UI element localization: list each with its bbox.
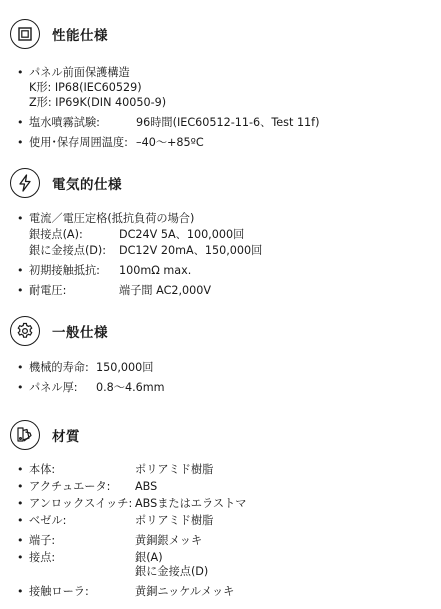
spec-sub-value: DC24V 5A、100,000回	[119, 228, 245, 241]
electrical-heading	[10, 166, 122, 200]
square-in-circle-icon	[10, 19, 40, 49]
spec-value: ABSまたはエラストマ	[135, 497, 247, 510]
spec-value: ABS	[135, 480, 158, 493]
spec-label: 耐電圧:	[29, 284, 67, 297]
spec-value: –40～+85ºC	[136, 136, 204, 149]
gear-icon	[10, 316, 40, 346]
spec-sub-label: 銀接点(A):	[29, 228, 83, 241]
spec-sub-label: 銀に金接点(D):	[29, 244, 107, 257]
general-heading	[10, 314, 108, 348]
spec-label: パネル厚:	[29, 381, 78, 394]
spec-value: 150,000回	[96, 361, 154, 374]
spec-label: パネル前面保護構造	[29, 66, 130, 79]
performance-title: 性能仕様	[52, 28, 108, 44]
spec-sub	[29, 228, 245, 242]
general-title: 一般仕様	[52, 325, 108, 341]
spec-label: 端子:	[29, 534, 56, 547]
spec-value: 黄銅銀メッキ	[135, 534, 203, 547]
materials-title: 材質	[52, 429, 80, 445]
spec-label: 初期接触抵抗:	[29, 264, 100, 277]
electrical-title: 電気的仕様	[52, 177, 122, 193]
spec-value-continued: 銀に金接点(D)	[135, 565, 209, 578]
spec-label: 接点:	[29, 551, 56, 564]
spec-value: ポリアミド樹脂	[135, 514, 214, 527]
spec-sub: K形: IP68(IEC60529)	[29, 81, 142, 94]
spec-label: 本体:	[29, 463, 56, 476]
spec-value: ポリアミド樹脂	[135, 463, 214, 476]
spec-value: 100mΩ max.	[119, 264, 192, 277]
spec-label: ベゼル:	[29, 514, 67, 527]
spec-value: 黄銅ニッケルメッキ	[135, 585, 235, 598]
materials-heading	[10, 418, 80, 452]
spec-label: 機械的寿命:	[29, 361, 89, 374]
spec-value: 96時間(IEC60512-11-6、Test 11f)	[136, 116, 320, 129]
spec-sub	[29, 244, 263, 258]
spec-value: 端子間 AC2,000V	[119, 284, 212, 297]
spec-label: 電流／電圧定格(抵抗負荷の場合)	[29, 212, 195, 225]
spec-label: アクチュエータ:	[29, 480, 111, 493]
spec-value: 銀(A)	[135, 551, 163, 564]
spec-label: 使用･保存周囲温度:	[29, 136, 128, 149]
swatch-fan-icon	[10, 420, 40, 450]
spec-label: アンロックスイッチ:	[29, 497, 133, 510]
spec-label: 塩水噴霧試験:	[29, 116, 100, 129]
spec-label: 接触ローラ:	[29, 585, 89, 598]
lightning-bolt-icon	[10, 168, 40, 198]
spec-sub-value: DC12V 20mA、150,000回	[119, 244, 263, 257]
performance-heading	[10, 17, 108, 51]
spec-value: 0.8～4.6mm	[96, 381, 165, 394]
spec-sub: Z形: IP69K(DIN 40050-9)	[29, 96, 167, 109]
